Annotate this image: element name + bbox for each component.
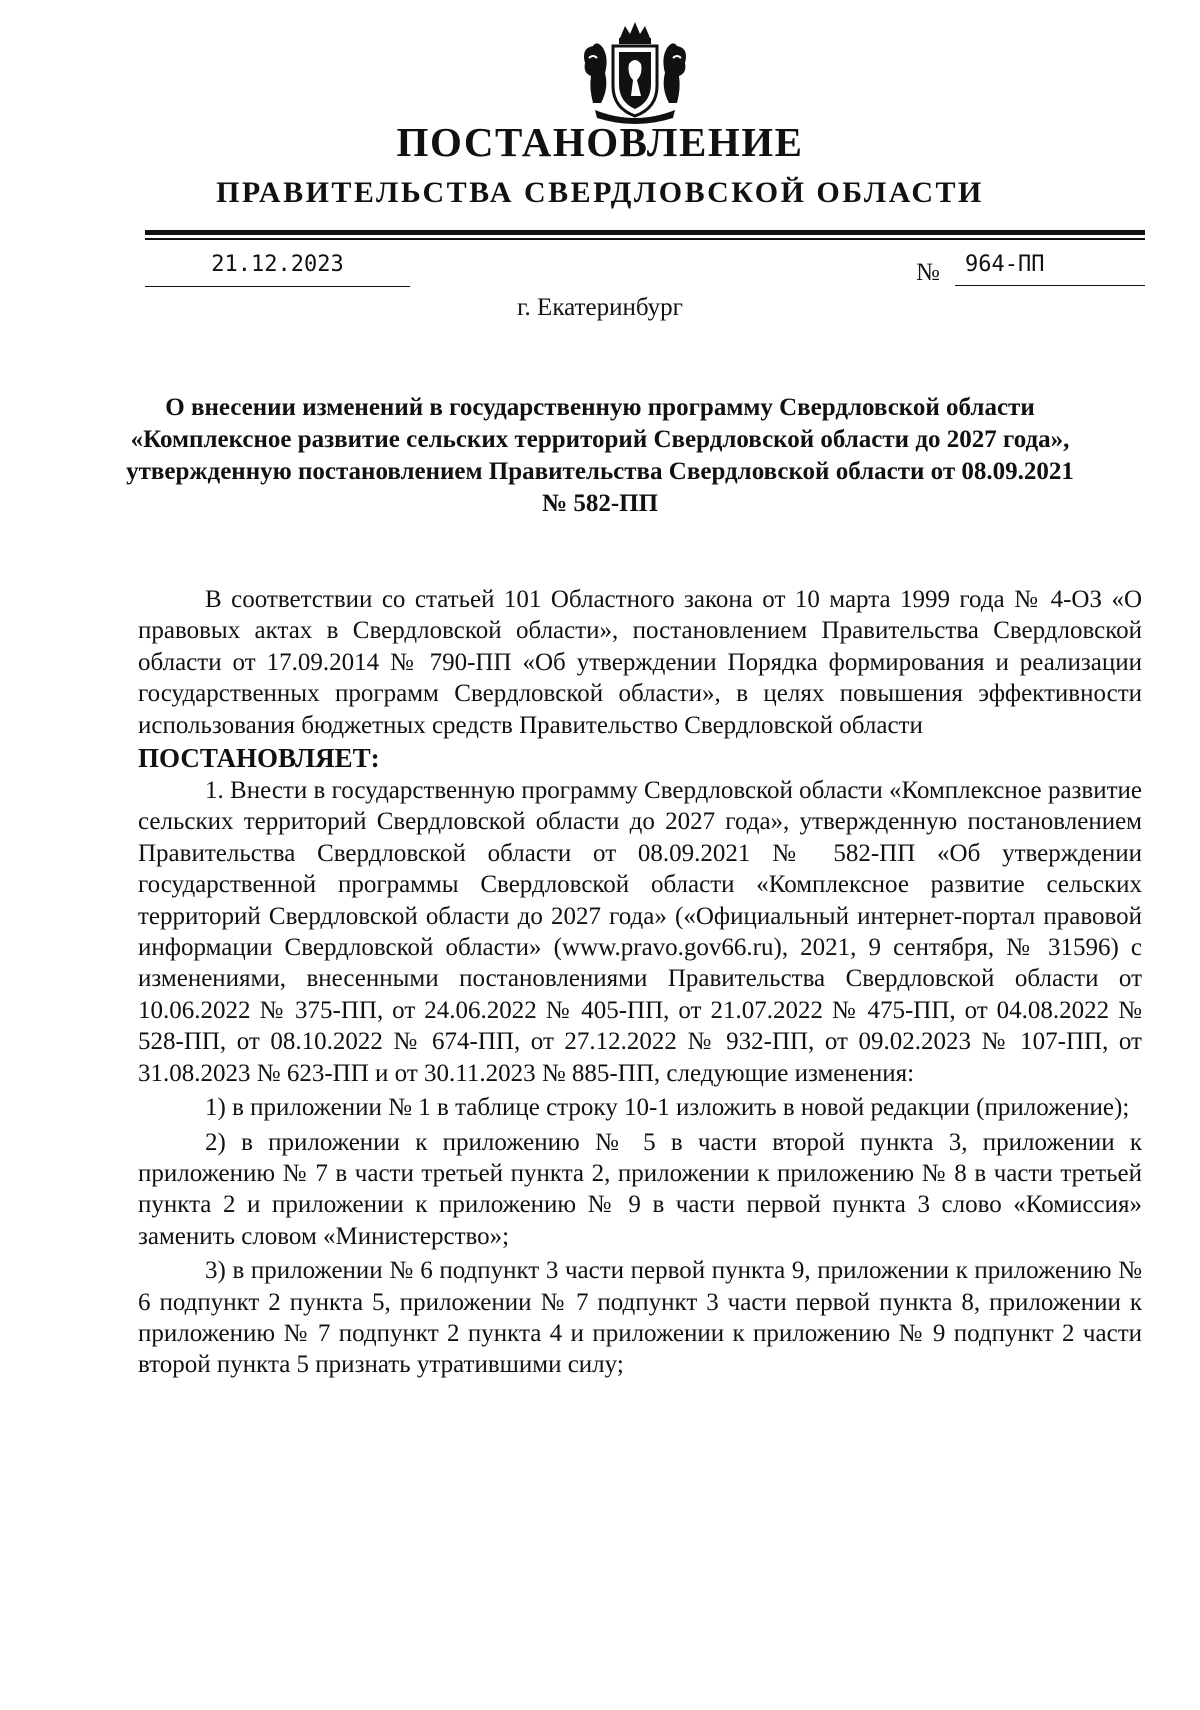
document-body [138, 584, 1142, 1381]
document-date: 21.12.2023 [145, 248, 410, 287]
preamble-paragraph: В соответствии со статьей 101 Областного закона от 10 марта 1999 года № 4-ОЗ «О правовых актах в Свердловской области», постановлением Правительства Свердловской области от 17.09.2014 № 790-ПП «Об утверждении Порядка формирования и реализации государственных программ Свердловской области», в целях повышения эффективности использования бюджетных средств Правительство Свердловской области [138, 586, 1142, 739]
document-heading: О внесении изменений в государственную программу Свердловской области «Комплексное развитие сельских территорий Свердловской области до 2027 года», утвержденную постановлением Правительства Свердловской области от 08.09.2021 № 582-ПП [126, 394, 1074, 517]
document-number: 964-ПП [955, 248, 1145, 286]
number-sign: № [916, 259, 940, 286]
header-rule-thin [145, 238, 1145, 240]
document-subtitle: ПРАВИТЕЛЬСТВА СВЕРДЛОВСКОЙ ОБЛАСТИ [216, 176, 984, 209]
item-1: 1) в приложении № 1 в таблице строку 10-1 изложить в новой редакции (приложение); [205, 1094, 1130, 1122]
document-city: г. Екатеринбург [517, 294, 683, 321]
item-2: 2) в приложении к приложению № 5 в части второй пункта 3, приложении к приложению № 7 в части третьей пункта 2, приложении к приложению № 8 в части третьей пункта 2 и приложении к приложению № 9 в части первой пункта 3 слово «Комиссия» заменить словом «Министерство»; [138, 1128, 1142, 1250]
document-title: ПОСТАНОВЛЕНИЕ [396, 119, 804, 165]
coat-of-arms-icon [575, 18, 695, 128]
item-3: 3) в приложении № 6 подпункт 3 части первой пункта 9, приложении к приложению № 6 подпункт 2 пункта 5, приложении № 7 подпункт 3 части первой пункта 8, приложении к приложению № 7 подпункт 2 пункта 4 и приложении к приложению № 9 подпункт 2 части второй пункта 5 признать утратившими силу; [138, 1257, 1142, 1379]
paragraph-1: 1. Внести в государственную программу Свердловской области «Комплексное развитие сельских территорий Свердловской области до 2027 года», утвержденную постановлением Правительства Свердловской области от 08.09.2021 № 582-ПП «Об утверждении государственной программы Свердловской области «Комплексное развитие сельских территорий Свердловской области до 2027 года» («Официальный интернет-портал правовой информации Свердловской области» (www.pravo.gov66.ru), 2021, 9 сентября, № 31596) с изменениями, внесенными постановлениями Правительства Свердловской области от 10.06.2022 № 375-ПП, от 24.06.2022 № 405-ПП, от 21.07.2022 № 475-ПП, от 04.08.2022 № 528-ПП, от 08.10.2022 № 674-ПП, от 27.12.2022 № 932-ПП, от 09.02.2023 № 107-ПП, от 31.08.2023 № 623-ПП и от 30.11.2023 № 885-ПП, следующие изменения: [138, 777, 1142, 1087]
header-rule [145, 230, 1145, 235]
resolves-heading: ПОСТАНОВЛЯЕТ: [138, 743, 380, 774]
